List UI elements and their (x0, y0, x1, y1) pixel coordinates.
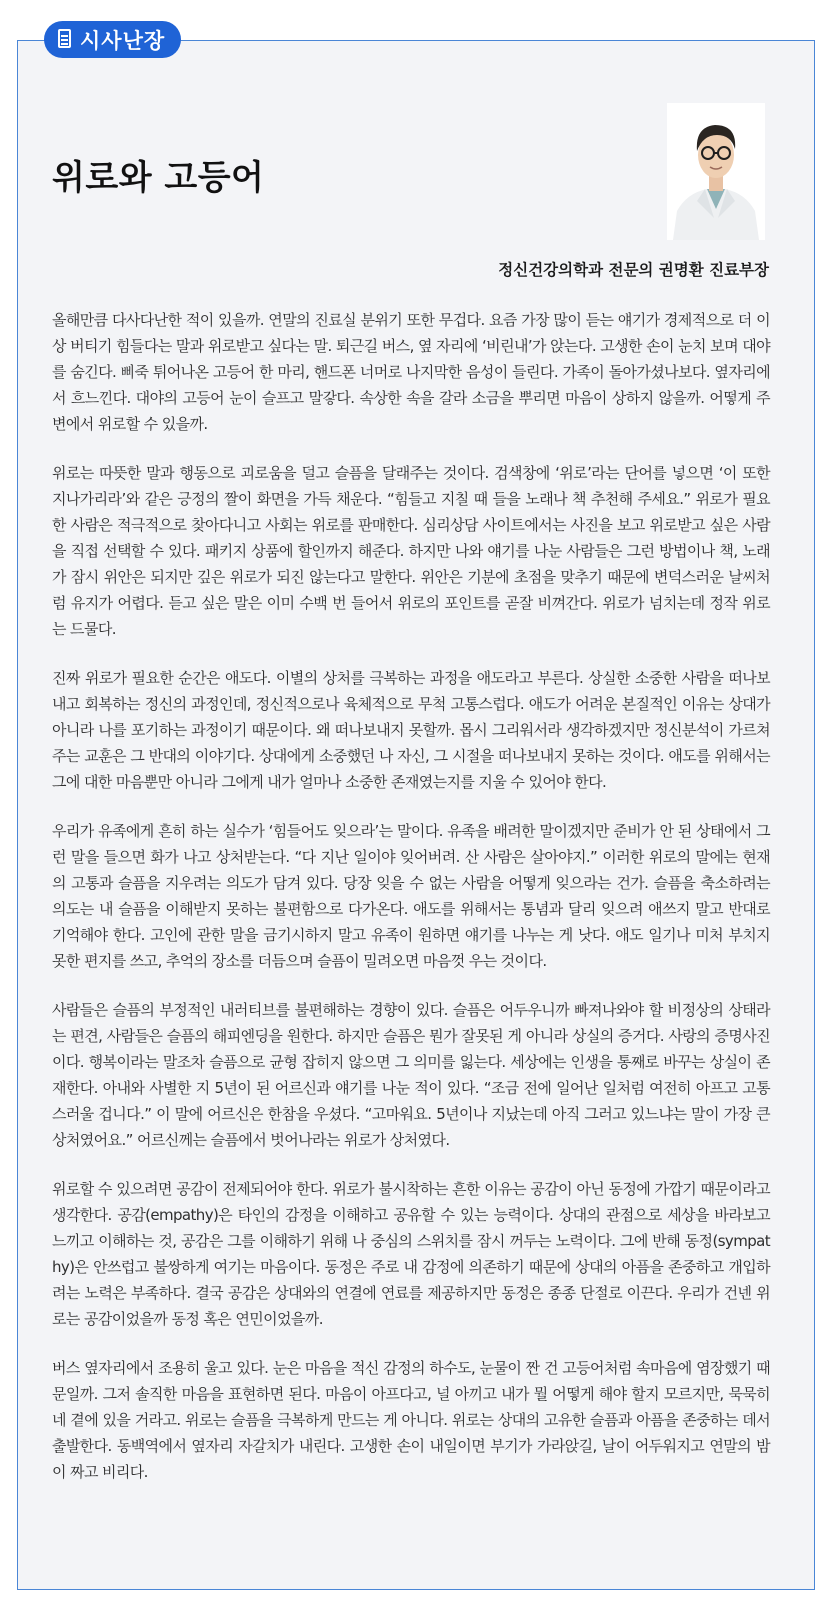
paragraph: 버스 옆자리에서 조용히 울고 있다. 눈은 마음을 적신 감정의 하수도, 눈물이 짠 건 고등어처럼 속마음에 염장했기 때문일까. 그저 솔직한 마음을 표현하면 된다. 마음이 아프다고, 널 아끼고 내가 뭘 어떻게 해야 할지 모르지만, 묵묵히 네 곁에 있을 거라고. 위로는 슬픔을 극복하게 만드는 게 아니다. 위로는 상대의 고유한 슬픔과 아픔을 존중하는 데서 출발한다. 동백역에서 옆자리 자갈치가 내린다. 고생한 손이 내일이면 부기가 가라앉길, 날이 어두워지고 연말의 밤이 짜고 비리다. (52, 1359, 770, 1481)
paragraph: 올해만큼 다사다난한 적이 있을까. 연말의 진료실 분위기 또한 무겁다. 요즘 가장 많이 듣는 얘기가 경제적으로 더 이상 버티기 힘들다는 말과 위로받고 싶다는 말. 퇴근길 버스, 옆 자리에 ‘비린내’가 앉는다. 고생한 손이 눈치 보며 대야를 숨긴다. 삐죽 튀어나온 고등어 한 마리, 핸드폰 너머로 나지막한 음성이 들린다. 가족이 돌아가셨나보다. 옆자리에서 흐느낀다. 대야의 고등어 눈이 슬프고 말갛다. 속상한 속을 갈라 소금을 뿌리면 마음이 상하지 않을까. 어떻게 주변에서 위로할 수 있을까. (52, 311, 770, 433)
paragraph: 우리가 유족에게 흔히 하는 실수가 ‘힘들어도 잊으라’는 말이다. 유족을 배려한 말이겠지만 준비가 안 된 상태에서 그런 말을 들으면 화가 나고 상처받는다. “다 지난 일이야 잊어버려. 산 사람은 살아야지.” 이러한 위로의 말에는 현재의 고통과 슬픔을 지우려는 의도가 담겨 있다. 당장 잊을 수 없는 사람을 어떻게 잊으라는 건가. 슬픔을 축소하려는 의도는 내 슬픔을 이해받지 못하는 불편함으로 다가온다. 애도를 위해서는 통념과 달리 잊으려 애쓰지 말고 반대로 기억해야 한다. 고인에 관한 말을 금기시하지 말고 유족이 원하면 얘기를 나누는 게 낫다. 애도 일기나 미처 부치지 못한 편지를 쓰고, 추억의 장소를 더듬으며 슬픔이 밀려오면 마음껏 우는 것이다. (52, 822, 770, 970)
author-byline: 정신건강의학과 전문의 권명환 진료부장 (498, 261, 769, 279)
section-tag-label: 시사난장 (80, 28, 166, 53)
paragraph: 위로는 따뜻한 말과 행동으로 괴로움을 덜고 슬픔을 달래주는 것이다. 검색창에 ‘위로’라는 단어를 넣으면 ‘이 또한 지나가리라’와 같은 긍정의 짤이 화면을 가득 채운다. “힘들고 지칠 때 들을 노래나 책 추천해 주세요.” 위로가 필요한 사람은 적극적으로 찾아다니고 사회는 위로를 판매한다. 심리상담 사이트에서는 사진을 보고 위로받고 싶은 사람을 직접 선택할 수 있다. 패키지 상품에 할인까지 해준다. 하지만 나와 얘기를 나눈 사람들은 그런 방법이나 책, 노래가 잠시 위안은 되지만 깊은 위로가 되진 않는다고 말한다. 위안은 기분에 초점을 맞추기 때문에 변덕스러운 날씨처럼 유지가 어렵다. 듣고 싶은 말은 이미 수백 번 들어서 위로의 포인트를 곧잘 비껴간다. 위로가 넘치는데 정작 위로는 드물다. (52, 464, 770, 638)
section-tag (44, 21, 181, 58)
paragraph: 사람들은 슬픔의 부정적인 내러티브를 불편해하는 경향이 있다. 슬픔은 어두우니까 빠져나와야 할 비정상의 상태라는 편견, 사람들은 슬픔의 해피엔딩을 원한다. 하지만 슬픔은 뭔가 잘못된 게 아니라 상실의 증거다. 사랑의 증명사진이다. 행복이라는 말조차 슬픔으로 균형 잡히지 않으면 그 의미를 잃는다. 세상에는 인생을 통째로 바꾸는 상실이 존재한다. 아내와 사별한 지 5년이 된 어르신과 얘기를 나눈 적이 있다. “조금 전에 일어난 일처럼 여전히 아프고 고통스러울 겁니다.” 이 말에 어르신은 한참을 우셨다. “고마워요. 5년이나 지났는데 아직 그러고 있느냐는 말이 가장 큰 상처였어요.” 어르신께는 슬픔에서 벗어나라는 위로가 상처였다. (52, 1001, 770, 1149)
article-body (52, 307, 770, 1508)
document-icon (58, 29, 74, 50)
author-photo (667, 103, 765, 240)
article-title: 위로와 고등어 (52, 158, 265, 198)
doctor-portrait-icon (667, 103, 765, 240)
paragraph: 진짜 위로가 필요한 순간은 애도다. 이별의 상처를 극복하는 과정을 애도라고 부른다. 상실한 소중한 사람을 떠나보내고 회복하는 정신의 과정인데, 정신적으로나 육체적으로 무척 고통스럽다. 애도가 어려운 본질적인 이유는 상대가 아니라 나를 포기하는 과정이기 때문이다. 왜 떠나보내지 못할까. 몹시 그리워서라 생각하겠지만 정신분석이 가르쳐주는 교훈은 그 반대의 이야기다. 상대에게 소중했던 나 자신, 그 시절을 떠나보내지 못하는 것이다. 애도를 위해서는 그에 대한 마음뿐만 아니라 그에게 내가 얼마나 소중한 존재였는지를 지울 수 있어야 한다. (52, 669, 770, 791)
paragraph: 위로할 수 있으려면 공감이 전제되어야 한다. 위로가 불시착하는 흔한 이유는 공감이 아닌 동정에 가깝기 때문이라고 생각한다. 공감(empathy)은 타인의 감정을 이해하고 공유할 수 있는 능력이다. 상대의 관점으로 세상을 바라보고 느끼고 이해하는 것, 공감은 그를 이해하기 위해 나 중심의 스위치를 잠시 꺼두는 노력이다. 그에 반해 동정(sympathy)은 안쓰럽고 불쌍하게 여기는 마음이다. 동정은 주로 내 감정에 의존하기 때문에 상대의 아픔을 존중하고 개입하려는 노력은 부족하다. 결국 공감은 상대와의 연결에 연료를 제공하지만 동정은 종종 단절로 이끈다. 우리가 건넨 위로는 공감이었을까 동정 혹은 연민이었을까. (52, 1180, 770, 1328)
